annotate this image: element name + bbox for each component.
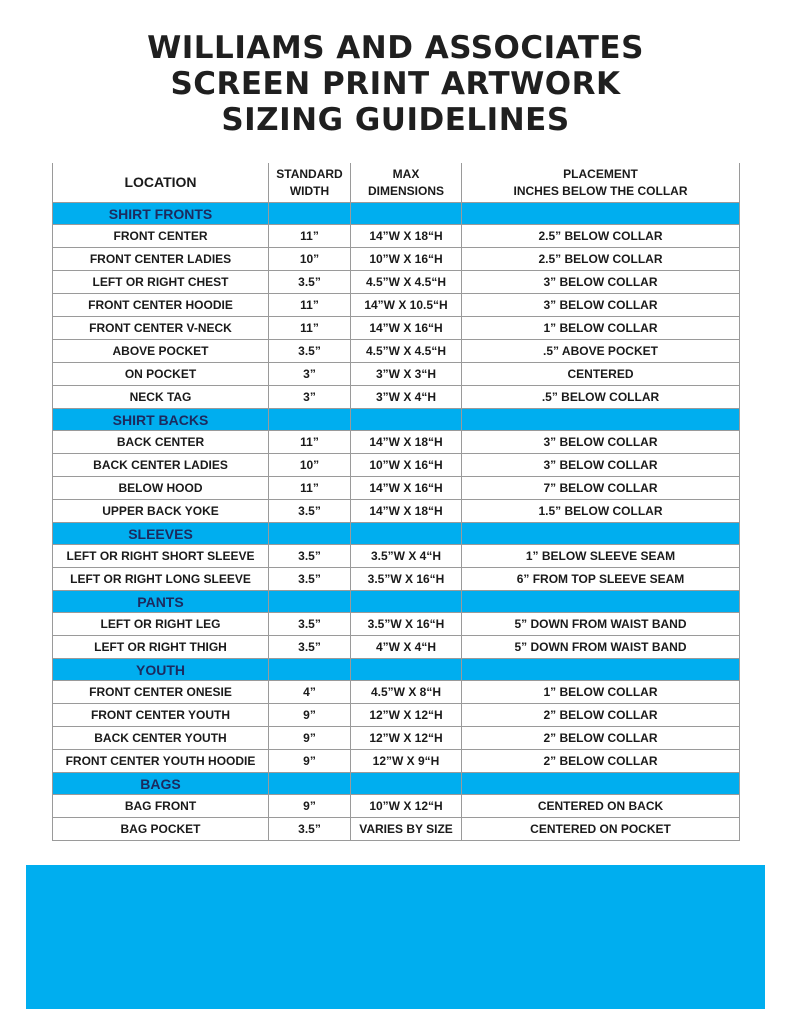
placement-cell: 5” DOWN FROM WAIST BAND — [462, 636, 740, 659]
location-cell: ON POCKET — [53, 363, 269, 386]
section-filler-cell — [462, 409, 740, 431]
placement-cell: 2.5” BELOW COLLAR — [462, 225, 740, 248]
max-dimensions-cell: 4.5”W X 4.5“H — [351, 340, 462, 363]
section-title: SHIRT FRONTS — [53, 203, 269, 225]
section-filler-cell — [269, 523, 351, 545]
standard-width-cell: 3” — [269, 363, 351, 386]
placement-cell: 2” BELOW COLLAR — [462, 704, 740, 727]
location-cell: LEFT OR RIGHT THIGH — [53, 636, 269, 659]
section-title: YOUTH — [53, 659, 269, 681]
table-row — [53, 431, 740, 454]
section-title: BAGS — [53, 773, 269, 795]
section-header-row — [53, 203, 740, 225]
location-cell: BACK CENTER — [53, 431, 269, 454]
location-cell: LEFT OR RIGHT LONG SLEEVE — [53, 568, 269, 591]
header-placement-line-2: INCHES BELOW THE COLLAR — [513, 183, 688, 198]
max-dimensions-cell: 3”W X 4“H — [351, 386, 462, 409]
page-title — [0, 30, 791, 138]
standard-width-cell: 11” — [269, 317, 351, 340]
placement-cell: 2” BELOW COLLAR — [462, 727, 740, 750]
location-cell: LEFT OR RIGHT LEG — [53, 613, 269, 636]
max-dimensions-cell: 12”W X 9“H — [351, 750, 462, 773]
section-filler-cell — [269, 591, 351, 613]
section-header-row — [53, 409, 740, 431]
max-dimensions-cell: 3.5”W X 16“H — [351, 613, 462, 636]
table-row — [53, 317, 740, 340]
section-filler-cell — [462, 591, 740, 613]
location-cell: UPPER BACK YOKE — [53, 500, 269, 523]
table-row — [53, 545, 740, 568]
header-width-line-2: WIDTH — [289, 183, 330, 198]
title-line-2: SCREEN PRINT ARTWORK — [170, 66, 621, 102]
placement-cell: 1” BELOW SLEEVE SEAM — [462, 545, 740, 568]
standard-width-cell: 11” — [269, 294, 351, 317]
table-row — [53, 750, 740, 773]
location-cell: BELOW HOOD — [53, 477, 269, 500]
standard-width-cell: 3.5” — [269, 340, 351, 363]
max-dimensions-cell: 14”W X 18“H — [351, 500, 462, 523]
standard-width-cell: 11” — [269, 225, 351, 248]
table-header-row — [53, 163, 740, 203]
placement-cell: 3” BELOW COLLAR — [462, 431, 740, 454]
table-row — [53, 613, 740, 636]
header-placement-line-1: PLACEMENT — [563, 166, 638, 181]
title-line-1: WILLIAMS AND ASSOCIATES — [147, 30, 644, 66]
placement-cell: 3” BELOW COLLAR — [462, 294, 740, 317]
table-row — [53, 454, 740, 477]
standard-width-cell: 11” — [269, 431, 351, 454]
placement-cell: 3” BELOW COLLAR — [462, 454, 740, 477]
header-max-dimensions — [351, 163, 462, 203]
location-cell: LEFT OR RIGHT SHORT SLEEVE — [53, 545, 269, 568]
section-filler-cell — [351, 773, 462, 795]
section-filler-cell — [462, 203, 740, 225]
max-dimensions-cell: 12”W X 12“H — [351, 704, 462, 727]
section-filler-cell — [462, 523, 740, 545]
section-filler-cell — [351, 659, 462, 681]
max-dimensions-cell: 10”W X 16“H — [351, 454, 462, 477]
standard-width-cell: 4” — [269, 681, 351, 704]
location-cell: BACK CENTER YOUTH — [53, 727, 269, 750]
standard-width-cell: 9” — [269, 795, 351, 818]
table-body — [53, 203, 740, 841]
placement-cell: CENTERED ON POCKET — [462, 818, 740, 841]
placement-cell: 7” BELOW COLLAR — [462, 477, 740, 500]
location-cell: FRONT CENTER YOUTH HOODIE — [53, 750, 269, 773]
standard-width-cell: 11” — [269, 477, 351, 500]
max-dimensions-cell: VARIES BY SIZE — [351, 818, 462, 841]
header-standard-width — [269, 163, 351, 203]
location-cell: FRONT CENTER V-NECK — [53, 317, 269, 340]
placement-cell: CENTERED ON BACK — [462, 795, 740, 818]
section-filler-cell — [269, 659, 351, 681]
title-line-3: SIZING GUIDELINES — [221, 102, 570, 138]
location-cell: FRONT CENTER HOODIE — [53, 294, 269, 317]
section-filler-cell — [351, 203, 462, 225]
max-dimensions-cell: 4.5”W X 4.5“H — [351, 271, 462, 294]
table-row — [53, 340, 740, 363]
placement-cell: 2.5” BELOW COLLAR — [462, 248, 740, 271]
header-max-line-2: DIMENSIONS — [367, 183, 444, 198]
placement-cell: 1.5” BELOW COLLAR — [462, 500, 740, 523]
max-dimensions-cell: 3”W X 3“H — [351, 363, 462, 386]
table-row — [53, 704, 740, 727]
location-cell: NECK TAG — [53, 386, 269, 409]
max-dimensions-cell: 10”W X 12“H — [351, 795, 462, 818]
standard-width-cell: 3.5” — [269, 271, 351, 294]
header-max-line-1: MAX — [392, 166, 420, 181]
table-row — [53, 568, 740, 591]
table-row — [53, 636, 740, 659]
section-header-row — [53, 523, 740, 545]
placement-cell: 3” BELOW COLLAR — [462, 271, 740, 294]
location-cell: FRONT CENTER LADIES — [53, 248, 269, 271]
placement-cell: 2” BELOW COLLAR — [462, 750, 740, 773]
location-cell: ABOVE POCKET — [53, 340, 269, 363]
table-row — [53, 225, 740, 248]
standard-width-cell: 9” — [269, 750, 351, 773]
header-width-line-1: STANDARD — [276, 166, 343, 181]
max-dimensions-cell: 14”W X 18“H — [351, 431, 462, 454]
header-placement — [462, 163, 740, 203]
max-dimensions-cell: 14”W X 16“H — [351, 317, 462, 340]
table-row — [53, 248, 740, 271]
location-cell: FRONT CENTER YOUTH — [53, 704, 269, 727]
standard-width-cell: 10” — [269, 454, 351, 477]
placement-cell: 6” FROM TOP SLEEVE SEAM — [462, 568, 740, 591]
max-dimensions-cell: 3.5”W X 16“H — [351, 568, 462, 591]
max-dimensions-cell: 14”W X 16“H — [351, 477, 462, 500]
standard-width-cell: 3.5” — [269, 545, 351, 568]
standard-width-cell: 3.5” — [269, 500, 351, 523]
max-dimensions-cell: 4”W X 4“H — [351, 636, 462, 659]
table-row — [53, 795, 740, 818]
table-row — [53, 294, 740, 317]
standard-width-cell: 9” — [269, 727, 351, 750]
standard-width-cell: 3.5” — [269, 636, 351, 659]
section-title: SHIRT BACKS — [53, 409, 269, 431]
section-filler-cell — [269, 409, 351, 431]
footer-banner — [26, 865, 765, 1009]
location-cell: BACK CENTER LADIES — [53, 454, 269, 477]
location-cell: FRONT CENTER ONESIE — [53, 681, 269, 704]
table-row — [53, 386, 740, 409]
location-cell: FRONT CENTER — [53, 225, 269, 248]
max-dimensions-cell: 14”W X 18“H — [351, 225, 462, 248]
section-filler-cell — [351, 523, 462, 545]
section-title: PANTS — [53, 591, 269, 613]
placement-cell: .5” ABOVE POCKET — [462, 340, 740, 363]
section-filler-cell — [462, 773, 740, 795]
table-row — [53, 477, 740, 500]
table-row — [53, 681, 740, 704]
max-dimensions-cell: 3.5”W X 4“H — [351, 545, 462, 568]
table-row — [53, 363, 740, 386]
section-filler-cell — [462, 659, 740, 681]
section-title: SLEEVES — [53, 523, 269, 545]
table-row — [53, 727, 740, 750]
section-filler-cell — [351, 591, 462, 613]
section-header-row — [53, 773, 740, 795]
max-dimensions-cell: 14”W X 10.5“H — [351, 294, 462, 317]
table-row — [53, 271, 740, 294]
standard-width-cell: 3.5” — [269, 568, 351, 591]
section-filler-cell — [269, 773, 351, 795]
max-dimensions-cell: 12”W X 12“H — [351, 727, 462, 750]
max-dimensions-cell: 10”W X 16“H — [351, 248, 462, 271]
section-header-row — [53, 591, 740, 613]
placement-cell: 1” BELOW COLLAR — [462, 681, 740, 704]
table-row — [53, 500, 740, 523]
location-cell: LEFT OR RIGHT CHEST — [53, 271, 269, 294]
header-location: LOCATION — [53, 163, 269, 203]
standard-width-cell: 3.5” — [269, 613, 351, 636]
placement-cell: 5” DOWN FROM WAIST BAND — [462, 613, 740, 636]
location-cell: BAG FRONT — [53, 795, 269, 818]
sizing-table — [52, 163, 740, 841]
standard-width-cell: 3” — [269, 386, 351, 409]
standard-width-cell: 10” — [269, 248, 351, 271]
standard-width-cell: 3.5” — [269, 818, 351, 841]
section-header-row — [53, 659, 740, 681]
table-row — [53, 818, 740, 841]
max-dimensions-cell: 4.5”W X 8“H — [351, 681, 462, 704]
section-filler-cell — [269, 203, 351, 225]
standard-width-cell: 9” — [269, 704, 351, 727]
placement-cell: 1” BELOW COLLAR — [462, 317, 740, 340]
section-filler-cell — [351, 409, 462, 431]
location-cell: BAG POCKET — [53, 818, 269, 841]
placement-cell: CENTERED — [462, 363, 740, 386]
placement-cell: .5” BELOW COLLAR — [462, 386, 740, 409]
